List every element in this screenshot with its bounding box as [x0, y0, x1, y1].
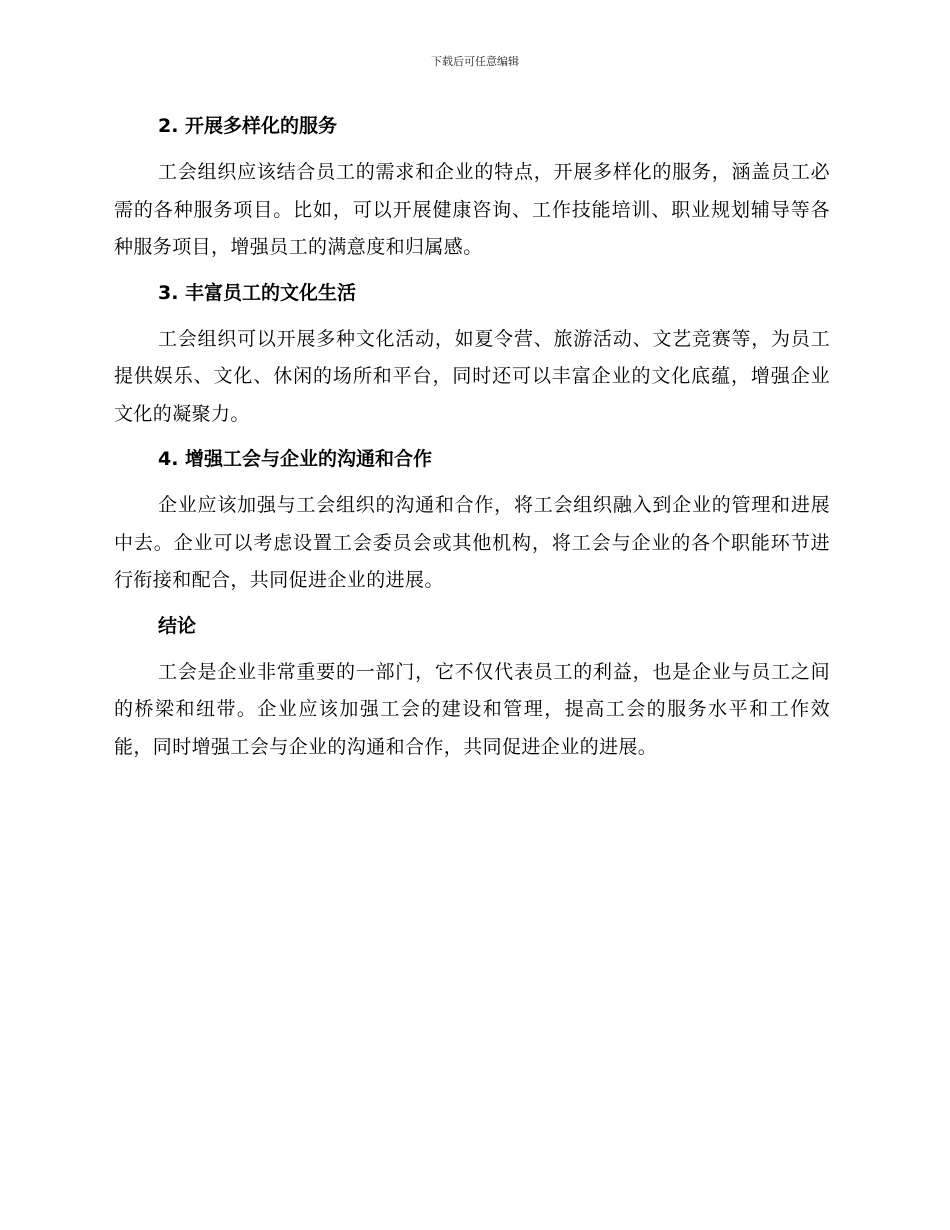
section-heading: 4. 增强工会与企业的沟通和合作 — [158, 448, 433, 470]
section-2 — [114, 112, 830, 267]
document-body — [114, 112, 830, 778]
section-4 — [114, 445, 830, 600]
section-paragraph: 企业应该加强与工会组织的沟通和合作，将工会组织融入到企业的管理和进展中去。企业可以考虑设置工会委员会或其他机构，将工会与企业的各个职能环节进行衔接和配合，共同促进企业的进展。 — [114, 494, 830, 591]
section-3 — [114, 279, 830, 434]
section-heading: 2. 开展多样化的服务 — [158, 115, 338, 137]
section-paragraph: 工会组织可以开展多种文化活动，如夏令营、旅游活动、文艺竞赛等，为员工提供娱乐、文化、休闲的场所和平台，同时还可以丰富企业的文化底蕴，增强企业文化的凝聚力。 — [114, 327, 830, 425]
section-paragraph: 工会是企业非常重要的一部门，它不仅代表员工的利益，也是企业与员工之间的桥梁和纽带。企业应该加强工会的建设和管理，提高工会的服务水平和工作效能，同时增强工会与企业的沟通和合作，共同促进企业的进展。 — [114, 660, 830, 758]
section-heading: 结论 — [158, 614, 197, 637]
section-conclusion — [114, 612, 830, 767]
section-heading: 3. 丰富员工的文化生活 — [158, 281, 357, 304]
section-paragraph: 工会组织应该结合员工的需求和企业的特点，开展多样化的服务，涵盖员工必需的各种服务项目。比如，可以开展健康咨询、工作技能培训、职业规划辅导等各种服务项目，增强员工的满意度和归属感。 — [114, 161, 830, 258]
page-header: 下载后可任意编辑 — [431, 55, 519, 68]
